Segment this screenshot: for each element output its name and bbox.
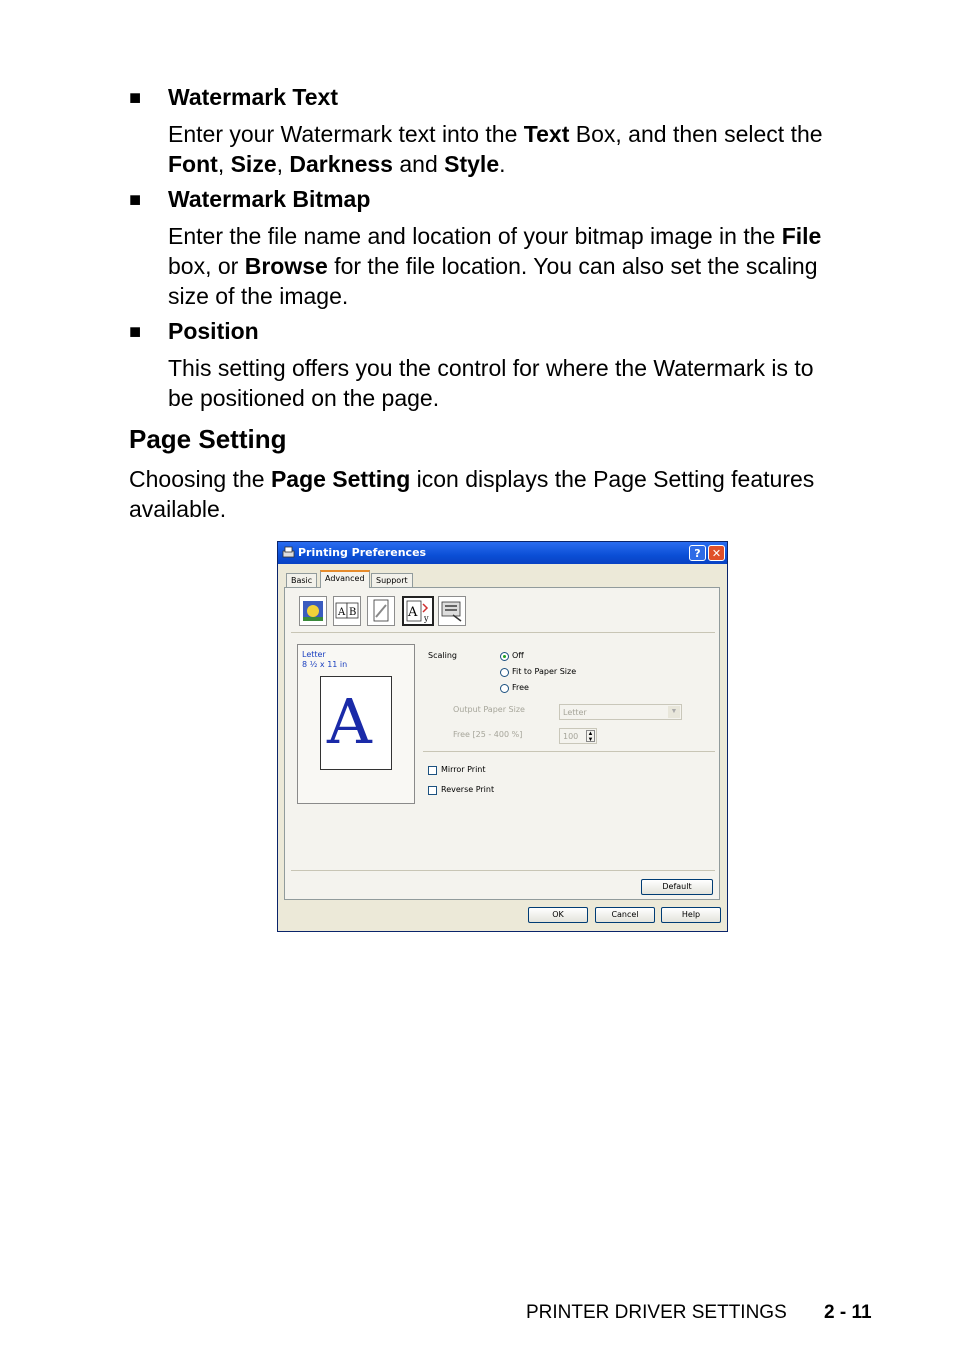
spinner-icon[interactable]: ▲ ▼ [587, 731, 594, 743]
svg-text:A: A [408, 605, 418, 620]
free-percent-label: Free [25 - 400 %] [453, 730, 523, 739]
dialog-title: Printing Preferences [298, 546, 427, 559]
mirror-print-checkbox[interactable] [428, 766, 437, 775]
free-percent-input[interactable] [559, 728, 597, 744]
title-bar [278, 542, 727, 564]
scaling-free-label: Free [512, 683, 529, 692]
bullet-marker: ■ [129, 321, 142, 343]
svg-text:y: y [424, 614, 429, 623]
output-paper-size-label: Output Paper Size [453, 705, 525, 714]
bullet-body-watermark-bitmap [168, 221, 821, 311]
text-line: Enter your Watermark text into the Text Box, and then select the [168, 121, 823, 147]
duplex-icon[interactable] [333, 596, 361, 626]
preview-paper-size: 8 ½ x 11 in [302, 660, 348, 669]
bullet-marker: ■ [129, 189, 142, 211]
cancel-button[interactable]: Cancel [595, 907, 655, 923]
bullet-body-watermark-text [168, 119, 823, 179]
text-line: This setting offers you the control for where the Watermark is to [168, 355, 814, 381]
preview-page [320, 676, 392, 770]
mirror-print-label: Mirror Print [441, 765, 486, 774]
scaling-fit-label: Fit to Paper Size [512, 667, 577, 676]
quality-icon[interactable] [299, 596, 327, 626]
reverse-print-checkbox[interactable] [428, 786, 437, 795]
output-paper-size-value: Letter [563, 708, 587, 717]
help-button[interactable]: Help [661, 907, 721, 923]
close-button[interactable]: ✕ [708, 545, 725, 561]
reverse-print-label: Reverse Print [441, 785, 495, 794]
text-line: size of the image. [168, 283, 349, 309]
watermark-icon[interactable] [367, 596, 395, 626]
free-percent-value: 100 [563, 732, 579, 741]
text-line: Choosing the Page Setting icon displays the Page Setting features [129, 466, 815, 492]
device-options-icon[interactable] [438, 596, 466, 626]
printing-preferences-dialog [277, 541, 728, 932]
preview-paper-name: Letter [302, 650, 326, 659]
scaling-free-radio[interactable] [500, 684, 509, 693]
footer-page-number: 2 - 11 [824, 1302, 872, 1323]
tab-advanced[interactable]: Advanced [320, 570, 370, 588]
svg-text:B: B [349, 607, 357, 618]
scaling-label: Scaling [428, 651, 457, 660]
help-title-button[interactable]: ? [689, 545, 706, 561]
paper-preview [297, 644, 415, 804]
output-paper-size-select[interactable] [559, 704, 682, 720]
text-line: Enter the file name and location of your bitmap image in the File [168, 223, 822, 249]
page-setting-icon[interactable] [402, 596, 434, 626]
printer-icon [282, 546, 295, 559]
section-body [129, 464, 814, 524]
default-button[interactable]: Default [641, 879, 713, 895]
preview-letter: A [327, 685, 372, 758]
tab-support[interactable]: Support [371, 573, 413, 588]
tab-panel [284, 587, 720, 900]
scaling-off-label: Off [512, 651, 524, 660]
text-line: be positioned on the page. [168, 385, 440, 411]
bullet-title-watermark-text: Watermark Text [168, 84, 339, 110]
text-line: Font, Size, Darkness and Style. [168, 151, 506, 177]
bullet-title-position: Position [168, 318, 259, 344]
scaling-off-radio[interactable] [500, 652, 509, 661]
tab-basic[interactable]: Basic [286, 573, 317, 588]
bullet-title-watermark-bitmap: Watermark Bitmap [168, 186, 371, 212]
text-line: box, or Browse for the file location. You can also set the scaling [168, 253, 818, 279]
bullet-marker: ■ [129, 87, 142, 109]
svg-text:A: A [338, 607, 346, 618]
bullet-body-position [168, 353, 814, 413]
footer-section: PRINTER DRIVER SETTINGS [526, 1302, 787, 1323]
text-line: available. [129, 496, 227, 522]
section-heading: Page Setting [129, 424, 287, 454]
ok-button[interactable]: OK [528, 907, 588, 923]
scaling-fit-radio[interactable] [500, 668, 509, 677]
chevron-down-icon: ▼ [668, 706, 680, 718]
